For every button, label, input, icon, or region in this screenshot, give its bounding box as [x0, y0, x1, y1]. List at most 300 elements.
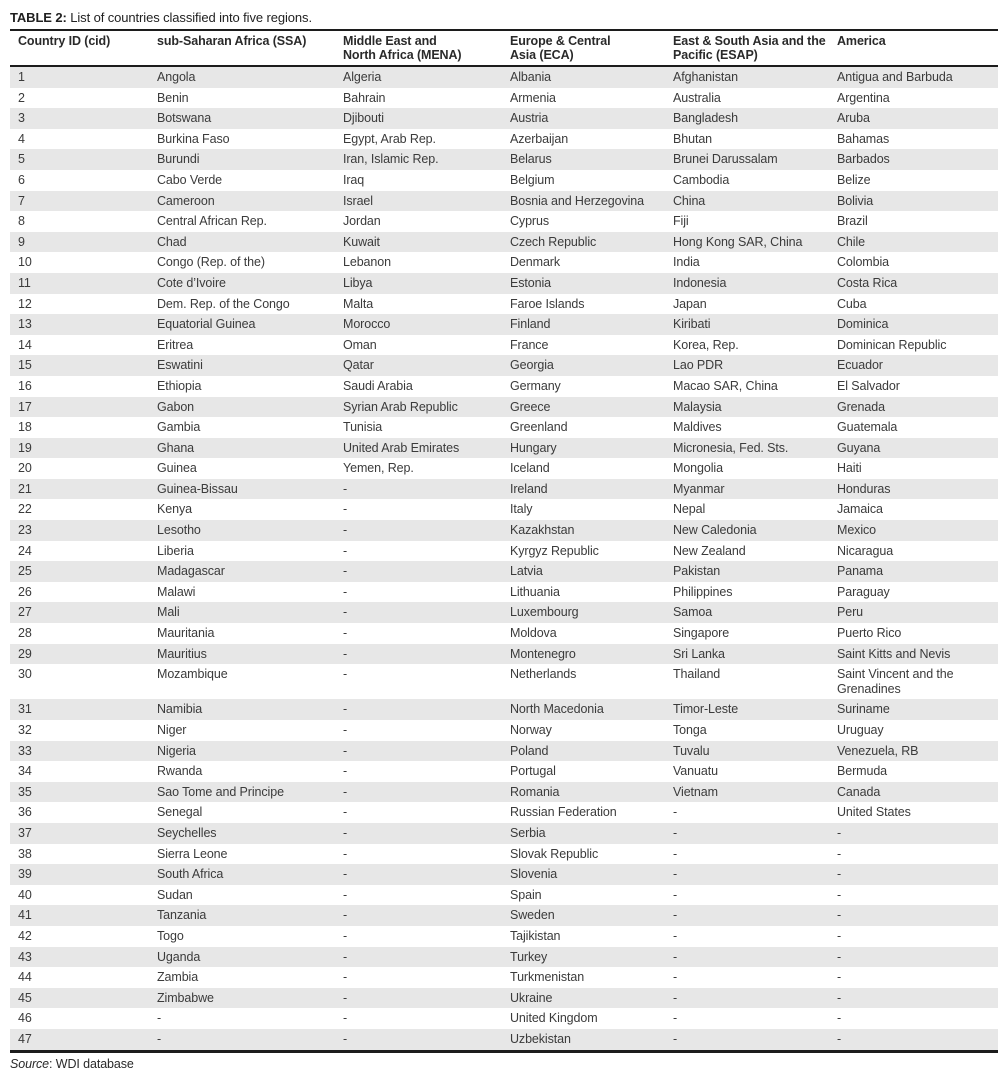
table-row — [10, 988, 998, 1009]
cell-mena: United Arab Emirates — [343, 440, 460, 455]
column-header-mena: Middle East and North Africa (MENA) — [343, 30, 510, 66]
cell-ssa: Rwanda — [157, 764, 203, 779]
column-header-cid: Country ID (cid) — [10, 30, 157, 66]
cell-ssa: Mozambique — [157, 667, 228, 682]
cell-ssa: Eritrea — [157, 337, 194, 352]
cell-ssa: Sudan — [157, 887, 193, 902]
cell-cid: 10 — [18, 255, 32, 270]
cell-cid: 18 — [18, 420, 32, 435]
cell-ssa: Ghana — [157, 440, 195, 455]
cell-eca: France — [510, 337, 549, 352]
cell-cid: 27 — [18, 605, 32, 620]
cell-america: Bahamas — [837, 131, 890, 146]
cell-eca: Austria — [510, 111, 549, 126]
cell-cid: 19 — [18, 440, 32, 455]
cell-mena: - — [343, 970, 348, 985]
cell-ssa: Lesotho — [157, 523, 201, 538]
cell-eca: Italy — [510, 502, 533, 517]
table-row — [10, 335, 998, 356]
cell-mena: - — [343, 605, 348, 620]
cell-america: Haiti — [837, 461, 862, 476]
cell-america: Barbados — [837, 152, 890, 167]
cell-eca: Serbia — [510, 825, 546, 840]
table-row — [10, 967, 998, 988]
cell-eca: Azerbaijan — [510, 131, 569, 146]
cell-america: Bermuda — [837, 764, 888, 779]
cell-cid: 30 — [18, 667, 32, 682]
table-row — [10, 108, 998, 129]
table-row — [10, 1008, 998, 1029]
cell-esap: - — [673, 990, 678, 1005]
cell-esap: Thailand — [673, 667, 721, 682]
cell-america: - — [837, 970, 842, 985]
cell-eca: Belarus — [510, 152, 552, 167]
table-caption — [10, 10, 998, 25]
table-row — [10, 355, 998, 376]
cell-mena: - — [343, 1031, 348, 1046]
table-row — [10, 823, 998, 844]
cell-ssa: Senegal — [157, 805, 203, 820]
cell-america: Dominica — [837, 317, 889, 332]
cell-america: Paraguay — [837, 584, 890, 599]
cell-america: Saint Kitts and Nevis — [837, 646, 951, 661]
cell-esap: Fiji — [673, 214, 689, 229]
source-note — [10, 1057, 998, 1072]
cell-esap: New Caledonia — [673, 523, 757, 538]
table-body — [10, 66, 998, 1051]
cell-eca: Tajikistan — [510, 928, 561, 943]
source-label: Source — [10, 1056, 50, 1071]
cell-eca: Hungary — [510, 440, 557, 455]
cell-ssa: Namibia — [157, 702, 203, 717]
cell-eca: Lithuania — [510, 584, 560, 599]
cell-esap: Cambodia — [673, 172, 730, 187]
cell-mena: - — [343, 667, 348, 682]
cell-mena: - — [343, 626, 348, 641]
table-row — [10, 885, 998, 906]
cell-ssa: Benin — [157, 90, 189, 105]
cell-cid: 32 — [18, 723, 32, 737]
table-row — [10, 644, 998, 665]
cell-esap: Lao PDR — [673, 358, 724, 373]
cell-mena: Syrian Arab Republic — [343, 399, 458, 414]
cell-america: - — [837, 928, 842, 943]
cell-cid: 15 — [18, 358, 32, 373]
cell-ssa: Guinea — [157, 461, 197, 476]
cell-eca: Cyprus — [510, 214, 549, 229]
column-header-america: America — [837, 30, 998, 66]
table-row — [10, 905, 998, 926]
cell-cid: 26 — [18, 584, 32, 599]
table-row — [10, 947, 998, 968]
cell-america: Guatemala — [837, 420, 898, 435]
cell-cid: 20 — [18, 461, 32, 476]
cell-mena: Lebanon — [343, 255, 391, 270]
cell-ssa: Malawi — [157, 584, 196, 599]
cell-esap: Japan — [673, 296, 707, 311]
cell-cid: 5 — [18, 152, 25, 167]
cell-america: United States — [837, 805, 911, 820]
cell-america: Argentina — [837, 90, 890, 105]
cell-america: Cuba — [837, 296, 867, 311]
cell-mena: - — [343, 805, 348, 820]
cell-cid: 21 — [18, 481, 32, 496]
cell-america: Chile — [837, 234, 865, 249]
cell-cid: 36 — [18, 805, 32, 820]
cell-mena: - — [343, 502, 348, 517]
cell-esap: Brunei Darussalam — [673, 152, 778, 167]
cell-ssa: Guinea-Bissau — [157, 481, 238, 496]
cell-ssa: Zambia — [157, 970, 199, 985]
table-row — [10, 397, 998, 418]
cell-mena: - — [343, 908, 348, 923]
cell-cid: 28 — [18, 626, 32, 641]
table-row — [10, 294, 998, 315]
cell-esap: Maldives — [673, 420, 722, 435]
cell-esap: Macao SAR, China — [673, 378, 778, 393]
cell-america: Ecuador — [837, 358, 883, 373]
cell-ssa: Burundi — [157, 152, 200, 167]
cell-esap: Korea, Rep. — [673, 337, 739, 352]
cell-mena: Malta — [343, 296, 374, 311]
cell-esap: - — [673, 805, 678, 820]
cell-esap: - — [673, 928, 678, 943]
table-row — [10, 232, 998, 253]
cell-eca: Greece — [510, 399, 551, 414]
cell-mena: Egypt, Arab Rep. — [343, 131, 436, 146]
cell-mena: Libya — [343, 275, 373, 290]
cell-america: Colombia — [837, 255, 890, 270]
cell-mena: Iran, Islamic Rep. — [343, 152, 439, 167]
cell-ssa: Mauritania — [157, 626, 215, 641]
cell-cid: 24 — [18, 543, 32, 558]
cell-mena: - — [343, 928, 348, 943]
cell-eca: Iceland — [510, 461, 550, 476]
cell-esap: Indonesia — [673, 275, 727, 290]
cell-mena: Iraq — [343, 172, 365, 187]
cell-cid: 9 — [18, 234, 25, 249]
cell-eca: Estonia — [510, 275, 551, 290]
cell-esap: - — [673, 887, 678, 902]
table-row — [10, 417, 998, 438]
cell-ssa: Niger — [157, 723, 187, 737]
cell-eca: Romania — [510, 784, 560, 799]
cell-esap: China — [673, 193, 706, 208]
cell-ssa: Nigeria — [157, 743, 196, 758]
cell-cid: 33 — [18, 743, 32, 758]
table-row — [10, 376, 998, 397]
cell-ssa: Burkina Faso — [157, 131, 230, 146]
cell-cid: 39 — [18, 867, 32, 882]
cell-mena: - — [343, 867, 348, 882]
cell-mena: - — [343, 481, 348, 496]
cell-esap: Bhutan — [673, 131, 713, 146]
cell-eca: Slovenia — [510, 867, 558, 882]
cell-esap: - — [673, 1011, 678, 1026]
cell-esap: Vanuatu — [673, 764, 718, 779]
cell-esap: Samoa — [673, 605, 713, 620]
cell-mena: - — [343, 1011, 348, 1026]
cell-eca: Poland — [510, 743, 549, 758]
cell-cid: 12 — [18, 296, 32, 311]
cell-america: Honduras — [837, 481, 891, 496]
cell-cid: 16 — [18, 378, 32, 393]
cell-eca: Luxembourg — [510, 605, 579, 620]
cell-america: - — [837, 1031, 842, 1046]
cell-mena: Yemen, Rep. — [343, 461, 414, 476]
cell-ssa: Zimbabwe — [157, 990, 214, 1005]
regions-table — [10, 29, 998, 1053]
cell-ssa: Chad — [157, 234, 187, 249]
cell-mena: Bahrain — [343, 90, 386, 105]
cell-ssa: Mauritius — [157, 646, 207, 661]
cell-america: - — [837, 887, 842, 902]
cell-ssa: Cote d’Ivoire — [157, 275, 226, 290]
column-header-esap: East & South Asia and the Pacific (ESAP) — [673, 30, 837, 66]
cell-cid: 8 — [18, 214, 25, 229]
cell-america: - — [837, 867, 842, 882]
cell-esap: - — [673, 970, 678, 985]
cell-cid: 29 — [18, 646, 32, 661]
cell-mena: Israel — [343, 193, 373, 208]
table-row — [10, 438, 998, 459]
table-row — [10, 88, 998, 109]
cell-eca: Bosnia and Herzegovina — [510, 193, 645, 208]
cell-eca: Belgium — [510, 172, 555, 187]
cell-esap: Hong Kong SAR, China — [673, 234, 803, 249]
cell-cid: 25 — [18, 564, 32, 579]
cell-ssa: Seychelles — [157, 825, 217, 840]
cell-mena: - — [343, 702, 348, 717]
cell-america: - — [837, 825, 842, 840]
table-row — [10, 149, 998, 170]
cell-cid: 31 — [18, 702, 32, 717]
cell-esap: - — [673, 825, 678, 840]
cell-ssa: - — [157, 1011, 162, 1026]
cell-ssa: Botswana — [157, 111, 212, 126]
cell-cid: 23 — [18, 523, 32, 538]
cell-mena: - — [343, 584, 348, 599]
cell-eca: Faroe Islands — [510, 296, 585, 311]
table-row — [10, 458, 998, 479]
source-text: : WDI database — [49, 1056, 134, 1071]
table-caption-text: List of countries classified into five regions. — [66, 10, 312, 25]
cell-america: Venezuela, RB — [837, 743, 919, 758]
cell-esap: Philippines — [673, 584, 733, 599]
table-row — [10, 782, 998, 803]
table-row — [10, 582, 998, 603]
table-row — [10, 664, 998, 699]
cell-eca: United Kingdom — [510, 1011, 598, 1026]
table-row — [10, 170, 998, 191]
column-header-eca: Europe & Central Asia (ECA) — [510, 30, 673, 66]
cell-mena: Qatar — [343, 358, 374, 373]
cell-ssa: Equatorial Guinea — [157, 317, 256, 332]
cell-mena: - — [343, 887, 348, 902]
cell-eca: Georgia — [510, 358, 554, 373]
cell-cid: 35 — [18, 784, 32, 799]
cell-ssa: Ethiopia — [157, 378, 202, 393]
cell-eca: Portugal — [510, 764, 556, 779]
cell-mena: - — [343, 784, 348, 799]
table-row — [10, 926, 998, 947]
cell-mena: - — [343, 990, 348, 1005]
cell-mena: - — [343, 646, 348, 661]
table-row — [10, 602, 998, 623]
table-row — [10, 623, 998, 644]
cell-eca: North Macedonia — [510, 702, 604, 717]
cell-esap: Tuvalu — [673, 743, 710, 758]
cell-esap: - — [673, 949, 678, 964]
cell-esap: Afghanistan — [673, 70, 738, 84]
cell-esap: Nepal — [673, 502, 706, 517]
cell-esap: New Zealand — [673, 543, 746, 558]
cell-mena: - — [343, 743, 348, 758]
cell-ssa: Angola — [157, 70, 196, 84]
cell-esap: Kiribati — [673, 317, 711, 332]
cell-cid: 43 — [18, 949, 32, 964]
cell-america: Canada — [837, 784, 881, 799]
cell-esap: Singapore — [673, 626, 730, 641]
cell-cid: 14 — [18, 337, 32, 352]
cell-america: Suriname — [837, 702, 890, 717]
cell-ssa: Togo — [157, 928, 184, 943]
cell-eca: Czech Republic — [510, 234, 597, 249]
table-row — [10, 191, 998, 212]
cell-america: Antigua and Barbuda — [837, 70, 953, 84]
cell-esap: Malaysia — [673, 399, 722, 414]
cell-mena: Kuwait — [343, 234, 380, 249]
table-header-row — [10, 30, 998, 66]
cell-esap: India — [673, 255, 700, 270]
cell-eca: Russian Federation — [510, 805, 617, 820]
cell-esap: Australia — [673, 90, 721, 105]
cell-mena: - — [343, 543, 348, 558]
cell-mena: Jordan — [343, 214, 381, 229]
table-row — [10, 699, 998, 720]
cell-esap: Pakistan — [673, 564, 721, 579]
cell-ssa: Madagascar — [157, 564, 225, 579]
cell-america: Dominican Republic — [837, 337, 947, 352]
cell-ssa: Gabon — [157, 399, 195, 414]
cell-eca: Albania — [510, 70, 551, 84]
cell-ssa: - — [157, 1031, 162, 1046]
cell-america: Costa Rica — [837, 275, 898, 290]
cell-cid: 1 — [18, 70, 25, 84]
table-row — [10, 520, 998, 541]
cell-america: Panama — [837, 564, 883, 579]
cell-eca: Armenia — [510, 90, 556, 105]
cell-america: Mexico — [837, 523, 876, 538]
cell-cid: 17 — [18, 399, 32, 414]
cell-esap: - — [673, 908, 678, 923]
table-row — [10, 252, 998, 273]
cell-america: - — [837, 846, 842, 861]
cell-ssa: Cabo Verde — [157, 172, 223, 187]
cell-esap: Tonga — [673, 723, 707, 737]
cell-ssa: Mali — [157, 605, 180, 620]
cell-cid: 46 — [18, 1011, 32, 1026]
cell-cid: 2 — [18, 90, 25, 105]
table-row — [10, 761, 998, 782]
cell-ssa: Central African Rep. — [157, 214, 267, 229]
cell-ssa: Cameroon — [157, 193, 215, 208]
cell-cid: 7 — [18, 193, 25, 208]
table-row — [10, 479, 998, 500]
table-row — [10, 802, 998, 823]
cell-ssa: South Africa — [157, 867, 224, 882]
cell-cid: 22 — [18, 502, 32, 517]
cell-america: Bolivia — [837, 193, 874, 208]
cell-mena: - — [343, 846, 348, 861]
cell-cid: 40 — [18, 887, 32, 902]
cell-ssa: Liberia — [157, 543, 194, 558]
cell-america: Brazil — [837, 214, 868, 229]
table-row — [10, 864, 998, 885]
cell-cid: 3 — [18, 111, 25, 126]
cell-esap: - — [673, 846, 678, 861]
cell-america: - — [837, 949, 842, 964]
cell-mena: - — [343, 564, 348, 579]
table-row — [10, 541, 998, 562]
cell-mena: Tunisia — [343, 420, 383, 435]
cell-america: - — [837, 1011, 842, 1026]
cell-eca: Slovak Republic — [510, 846, 599, 861]
cell-esap: Mongolia — [673, 461, 723, 476]
cell-cid: 45 — [18, 990, 32, 1005]
cell-esap: Timor-Leste — [673, 702, 739, 717]
column-header-ssa: sub-Saharan Africa (SSA) — [157, 30, 343, 66]
cell-cid: 47 — [18, 1031, 32, 1046]
cell-america: Belize — [837, 172, 871, 187]
cell-esap: Bangladesh — [673, 111, 739, 126]
cell-mena: Saudi Arabia — [343, 378, 413, 393]
cell-ssa: Tanzania — [157, 908, 207, 923]
cell-eca: Denmark — [510, 255, 561, 270]
cell-eca: Kyrgyz Republic — [510, 543, 599, 558]
cell-mena: Algeria — [343, 70, 382, 84]
cell-america: Aruba — [837, 111, 870, 126]
cell-america: Puerto Rico — [837, 626, 902, 641]
cell-eca: Montenegro — [510, 646, 576, 661]
cell-eca: Ukraine — [510, 990, 553, 1005]
cell-esap: - — [673, 867, 678, 882]
cell-america: Peru — [837, 605, 864, 620]
table-row — [10, 741, 998, 762]
cell-eca: Greenland — [510, 420, 568, 435]
cell-ssa: Congo (Rep. of the) — [157, 255, 265, 270]
cell-ssa: Gambia — [157, 420, 201, 435]
table-row — [10, 66, 998, 88]
cell-cid: 4 — [18, 131, 25, 146]
cell-eca: Uzbekistan — [510, 1031, 571, 1046]
cell-eca: Turkey — [510, 949, 548, 964]
cell-esap: Vietnam — [673, 784, 718, 799]
cell-mena: - — [343, 764, 348, 779]
cell-mena: - — [343, 723, 348, 737]
cell-eca: Finland — [510, 317, 551, 332]
cell-esap: Micronesia, Fed. Sts. — [673, 440, 789, 455]
cell-eca: Ireland — [510, 481, 548, 496]
cell-america: - — [837, 990, 842, 1005]
cell-america: Nicaragua — [837, 543, 894, 558]
table-row — [10, 561, 998, 582]
cell-cid: 42 — [18, 928, 32, 943]
table-row — [10, 1029, 998, 1051]
cell-cid: 13 — [18, 317, 32, 332]
cell-ssa: Sao Tome and Principe — [157, 784, 284, 799]
cell-esap: - — [673, 1031, 678, 1046]
